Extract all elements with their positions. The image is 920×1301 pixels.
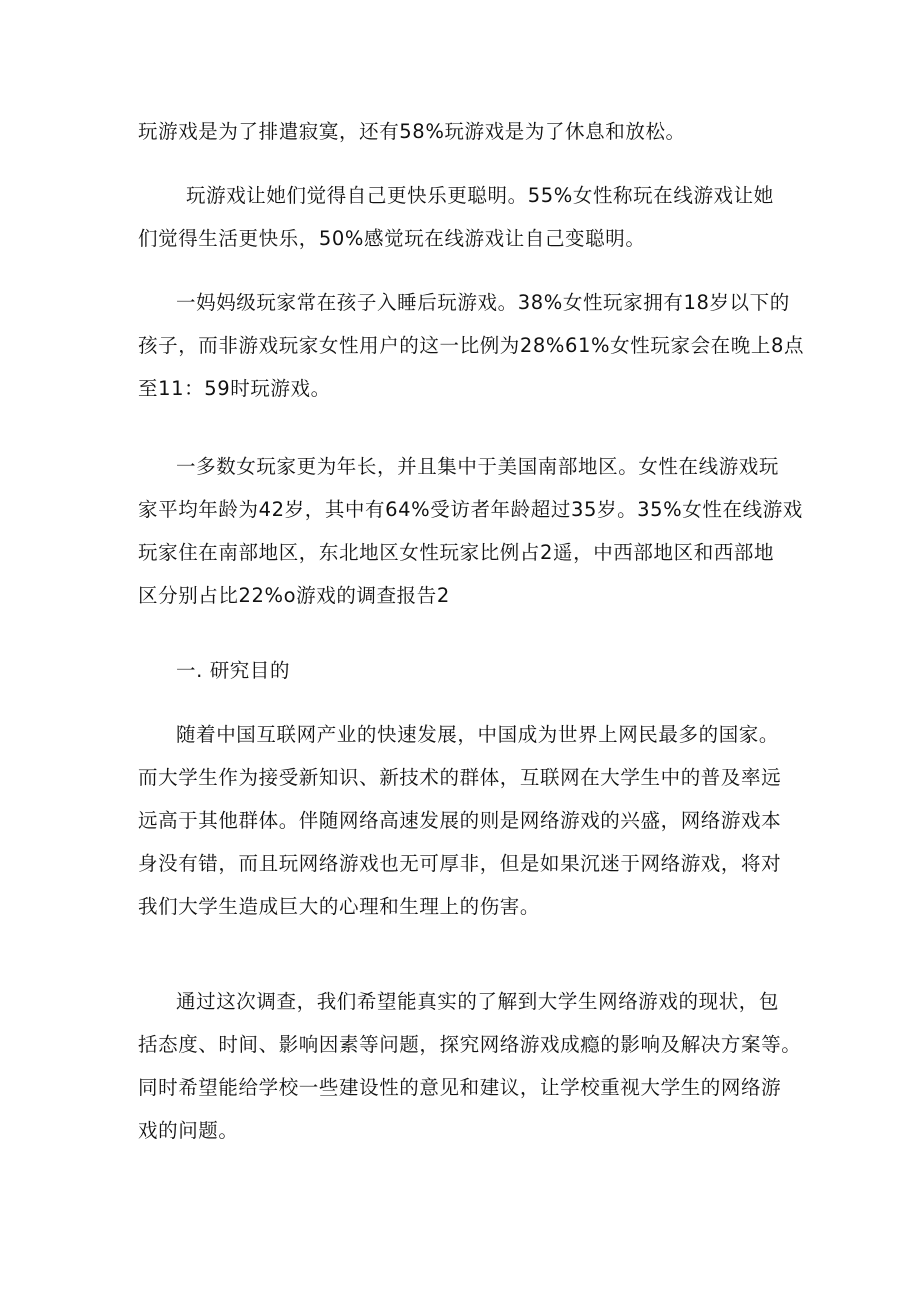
paragraph-line: 戏的问题。 [138, 1119, 239, 1142]
paragraph-line: 而大学生作为接受新知识、新技术的群体，互联网在大学生中的普及率远 [138, 766, 782, 789]
paragraph-line: 同时希望能给学校一些建设性的意见和建议，让学校重视大学生的网络游 [138, 1076, 782, 1099]
paragraph-line: 玩游戏让她们觉得自己更快乐更聪明。55%女性称玩在线游戏让她 [186, 184, 774, 207]
paragraph-6 [138, 980, 802, 1152]
paragraph-line: 们觉得生活更快乐，50%感觉玩在线游戏让自己变聪明。 [138, 227, 646, 250]
paragraph-3 [138, 281, 805, 410]
paragraph-line: 至11：59时玩游戏。 [138, 377, 331, 400]
paragraph-line: 一妈妈级玩家常在孩子入睡后玩游戏。38%女性玩家拥有18岁以下的 [176, 291, 790, 314]
paragraph-line: 区分别占比22%o游戏的调查报告2 [138, 584, 450, 607]
paragraph-2 [138, 174, 788, 260]
paragraph-line: 括态度、时间、影响因素等问题，探究网络游戏成瘾的影响及解决方案等。 [138, 1033, 802, 1056]
paragraph-line: 我们大学生造成巨大的心理和生理上的伤害。 [138, 895, 541, 918]
paragraph-line: 随着中国互联网产业的快速发展，中国成为世界上网民最多的国家。 [176, 723, 780, 746]
paragraph-line: 一多数女玩家更为年长，并且集中于美国南部地区。女性在线游戏玩 [176, 455, 780, 478]
paragraph-line: 身没有错，而且玩网络游戏也无可厚非，但是如果沉迷于网络游戏，将对 [138, 852, 782, 875]
paragraph-line: 孩子，而非游戏玩家女性用户的这一比例为28%61%女性玩家会在晚上8点 [138, 334, 805, 357]
paragraph-line: 通过这次调查，我们希望能真实的了解到大学生网络游戏的现状，包 [176, 990, 780, 1013]
paragraph-line: 家平均年龄为42岁，其中有64%受访者年龄超过35岁。35%女性在线游戏 [138, 498, 803, 521]
paragraph-1 [138, 110, 788, 153]
paragraph-line: 远高于其他群体。伴随网络高速发展的则是网络游戏的兴盛，网络游戏本 [138, 809, 782, 832]
paragraph-line: 玩家住在南部地区，东北地区女性玩家比例占2遥，中西部地区和西部地 [138, 541, 775, 564]
paragraph-line: 玩游戏是为了排遣寂寞，还有58%玩游戏是为了休息和放松。 [138, 120, 686, 143]
paragraph-5 [138, 713, 788, 928]
section-heading [138, 649, 788, 692]
paragraph-4 [138, 445, 803, 617]
section-heading-text: 一. 研究目的 [176, 659, 291, 682]
